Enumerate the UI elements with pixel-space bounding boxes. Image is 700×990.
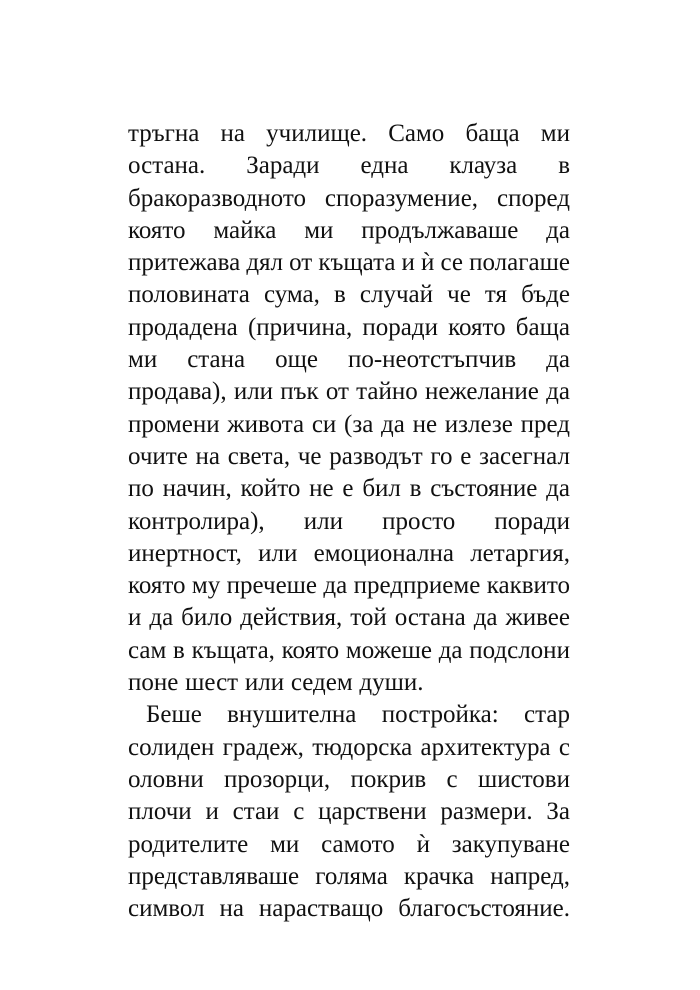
- word: е: [342, 475, 354, 503]
- word: души.: [359, 669, 424, 697]
- word: която: [281, 636, 340, 664]
- text-line: [128, 796, 570, 828]
- word: с: [293, 798, 305, 826]
- word: разводът: [329, 442, 423, 470]
- text-line: [128, 764, 570, 796]
- word: в: [334, 281, 346, 309]
- word: символ: [128, 895, 205, 923]
- word: солиден: [128, 733, 215, 761]
- word: която: [128, 572, 186, 600]
- word: споразумение,: [324, 184, 479, 212]
- word: която: [448, 313, 506, 341]
- word: размери.: [440, 798, 533, 826]
- word: закупуване: [451, 830, 570, 858]
- word: емоционална: [313, 539, 454, 567]
- word: случай: [359, 281, 434, 309]
- text-line: [128, 732, 570, 764]
- word: сума,: [263, 281, 320, 309]
- text-line: [128, 829, 570, 861]
- word: да: [323, 572, 348, 600]
- text-line: [128, 570, 570, 602]
- word: живота: [227, 410, 305, 438]
- word: тайно: [356, 378, 418, 406]
- word: градеж,: [222, 733, 304, 761]
- word: летаргия,: [470, 539, 570, 567]
- word: напред,: [490, 862, 570, 890]
- word: да: [473, 604, 498, 632]
- word: и: [401, 249, 415, 277]
- word: е: [460, 442, 472, 470]
- text-line: [128, 473, 570, 505]
- word: че: [297, 442, 322, 470]
- word: постройка:: [381, 701, 499, 729]
- word: бил: [362, 475, 401, 503]
- text-line: [128, 376, 570, 408]
- text-line: [128, 538, 570, 570]
- word: още: [275, 346, 318, 374]
- word: промени: [128, 410, 220, 438]
- word: прозорци,: [224, 765, 331, 793]
- word: ѝ: [416, 830, 430, 858]
- word: не: [412, 410, 438, 438]
- word: къщата,: [191, 636, 275, 664]
- word: тя: [484, 281, 507, 309]
- word: в: [173, 636, 185, 664]
- word: очите: [128, 442, 188, 470]
- paragraph-end-line: [128, 667, 570, 699]
- word: инертност,: [128, 539, 242, 567]
- word: каквито: [486, 572, 570, 600]
- word: За: [546, 798, 570, 826]
- word: седем: [290, 669, 353, 697]
- word: покрив: [350, 765, 427, 793]
- word: който: [240, 475, 301, 503]
- word: предприеме: [353, 572, 481, 600]
- word: поради: [362, 313, 438, 341]
- word: пречеше: [226, 572, 318, 600]
- text-line: [128, 118, 570, 150]
- word: да: [381, 410, 405, 438]
- word: притежава: [128, 249, 241, 277]
- word: къщата: [318, 249, 396, 277]
- word: просто: [382, 507, 456, 535]
- word: не: [309, 475, 334, 503]
- word: продадена: [128, 313, 238, 341]
- word: ѝ: [421, 249, 435, 277]
- word: крачка: [403, 862, 475, 890]
- word: баща: [515, 313, 570, 341]
- word: училище.: [266, 120, 368, 147]
- word: архитектура: [420, 733, 551, 761]
- word: самото: [321, 830, 395, 858]
- text-line: [128, 602, 570, 634]
- word: благосъстояние.: [398, 895, 570, 923]
- body-text: [128, 118, 570, 925]
- word: можеше: [345, 636, 432, 664]
- word: да: [546, 216, 570, 244]
- word: контролира),: [128, 507, 265, 535]
- word: на: [220, 120, 246, 147]
- word: по: [128, 475, 154, 503]
- word: полагаше: [469, 249, 570, 277]
- word: от: [325, 378, 349, 406]
- word: продължаваше: [361, 216, 519, 244]
- word: действия,: [240, 604, 343, 632]
- word: или: [244, 669, 285, 697]
- word: да: [438, 636, 463, 664]
- word: голяма: [315, 862, 388, 890]
- word: да: [546, 346, 570, 374]
- word: на: [219, 895, 244, 923]
- word: Заради: [246, 152, 320, 180]
- text-line: [128, 215, 570, 247]
- word: шистови: [477, 765, 570, 793]
- word: и: [205, 798, 219, 826]
- word: която: [128, 216, 186, 244]
- word: Само: [388, 120, 445, 147]
- word: бракоразводното: [128, 184, 306, 212]
- word: дял: [246, 249, 284, 277]
- word: ми: [128, 346, 158, 374]
- word: представляваше: [128, 862, 300, 890]
- word: (причина,: [247, 313, 353, 341]
- word: в: [409, 475, 422, 503]
- word: тръгна: [128, 120, 200, 147]
- word: било: [181, 604, 233, 632]
- word: с: [558, 733, 570, 761]
- word: тюдорска: [312, 733, 413, 761]
- text-line: [128, 150, 570, 182]
- word: го: [430, 442, 453, 470]
- text-line: [128, 861, 570, 893]
- word: нарастващо: [258, 895, 384, 923]
- text-line: [128, 312, 570, 344]
- word: сам: [128, 636, 167, 664]
- text-line: [128, 506, 570, 538]
- word: продава),: [128, 378, 227, 406]
- word: или: [233, 378, 274, 406]
- word: или: [258, 539, 298, 567]
- word: на: [195, 442, 221, 470]
- word: той: [350, 604, 387, 632]
- word: бъде: [521, 281, 570, 309]
- word: от: [289, 249, 313, 277]
- word: пък: [280, 378, 319, 406]
- word: шест: [185, 669, 239, 697]
- word: според: [497, 184, 570, 212]
- word: начин,: [162, 475, 232, 503]
- word: с: [446, 765, 458, 793]
- text-line: [128, 635, 570, 667]
- word: поне: [128, 669, 179, 697]
- word: подслони: [469, 636, 570, 664]
- word: остана: [394, 604, 466, 632]
- text-line: [128, 247, 570, 279]
- word: остана.: [128, 152, 206, 180]
- word: да: [546, 378, 570, 406]
- word: оловни: [128, 765, 204, 793]
- word: да: [546, 475, 570, 503]
- word: и: [128, 604, 142, 632]
- word: състояние: [430, 475, 538, 503]
- text-line: [128, 183, 570, 215]
- word: поради: [494, 507, 570, 535]
- word: внушителна: [227, 701, 357, 729]
- word: ми: [304, 216, 334, 244]
- word: излезе: [444, 410, 513, 438]
- word: родителите: [128, 830, 249, 858]
- word: една: [360, 152, 409, 180]
- text-line: [128, 409, 570, 441]
- word: половината: [128, 281, 250, 309]
- word: (за: [344, 410, 374, 438]
- text-line: [128, 441, 570, 473]
- word: баща: [465, 120, 520, 147]
- word: пред: [520, 410, 570, 438]
- text-line: [128, 893, 570, 925]
- word: живее: [505, 604, 570, 632]
- word: в: [558, 152, 570, 180]
- word: се: [440, 249, 463, 277]
- text-line: [128, 279, 570, 311]
- word: стана: [187, 346, 246, 374]
- word: да: [149, 604, 174, 632]
- word: ми: [540, 120, 570, 147]
- word: стаи: [232, 798, 280, 826]
- word: стар: [524, 701, 570, 729]
- paragraph-start-line: [128, 699, 570, 731]
- word: клауза: [449, 152, 518, 180]
- word: Беше: [146, 701, 202, 729]
- word: по-неотстъпчив: [347, 346, 517, 374]
- word: си: [311, 410, 337, 438]
- word: нежелание: [424, 378, 539, 406]
- word: света,: [227, 442, 291, 470]
- word: плочи: [128, 798, 192, 826]
- word: че: [447, 281, 471, 309]
- word: ми: [270, 830, 300, 858]
- word: засегнал: [479, 442, 570, 470]
- text-line: [128, 344, 570, 376]
- word: му: [191, 572, 221, 600]
- word: царствени: [318, 798, 427, 826]
- word: или: [303, 507, 344, 535]
- word: майка: [213, 216, 277, 244]
